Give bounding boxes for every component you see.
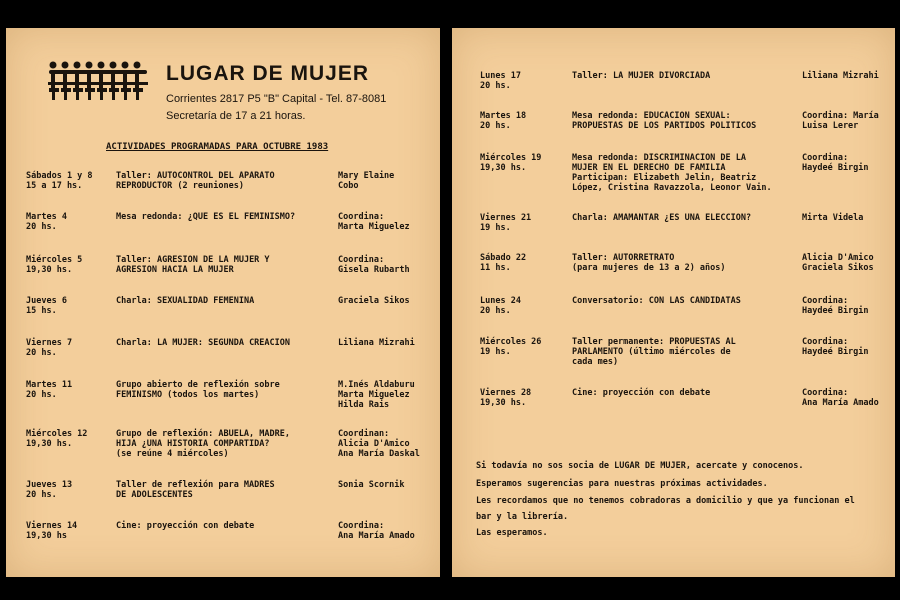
- activity-date-line: Viernes 7: [26, 338, 73, 348]
- activity-date-line: Miércoles 19: [480, 153, 542, 163]
- activity-description: [572, 71, 792, 81]
- activity-leader-line: Coordina:: [338, 212, 385, 222]
- activity-title-line: [116, 265, 331, 275]
- activity-description: [572, 337, 792, 367]
- activity-title-line: [572, 347, 792, 357]
- activity-date-line: 19,30 hs.: [480, 398, 527, 408]
- activity-date: [480, 388, 572, 408]
- activity-title-line: [116, 439, 331, 449]
- activity-type: Taller:: [572, 71, 613, 81]
- activity-date-line: 15 a 17 hs.: [26, 181, 83, 191]
- activity-title-line: [572, 163, 792, 173]
- activity-leader: [338, 171, 448, 191]
- activity-date: [480, 213, 572, 233]
- activity-date: [26, 480, 118, 500]
- activity-date-line: Miércoles 26: [480, 337, 542, 347]
- activity-title-line: [116, 212, 331, 222]
- activity-title-text: (se reúne 4 miércoles): [116, 449, 229, 459]
- activity-title-text: MUJER EN EL DERECHO DE FAMILIA: [572, 163, 726, 173]
- activity-date-line: Martes 18: [480, 111, 527, 121]
- activity-date-line: 20 hs.: [26, 390, 57, 400]
- activity-date-line: 20 hs.: [480, 121, 511, 131]
- activity-title-text: AUTOCONTROL DEL APARATO: [156, 171, 275, 181]
- activity-leader-line: Liliana Mizrahi: [338, 338, 415, 348]
- activity-title-text: REPRODUCTOR (2 reuniones): [116, 181, 244, 191]
- activity-description: [572, 296, 792, 306]
- activity-date: [480, 296, 572, 316]
- activity-description: [116, 429, 331, 459]
- closing-line: bar y la librería.: [476, 512, 569, 522]
- activity-date-line: Martes 11: [26, 380, 73, 390]
- activity-date: [480, 337, 572, 357]
- activity-date-line: 19,30 hs: [26, 531, 67, 541]
- activity-leader-line: Gisela Rubarth: [338, 265, 410, 275]
- activity-leader: [338, 380, 448, 410]
- activity-leader-line: Graciela Sikos: [802, 263, 874, 273]
- flyer-header: [46, 52, 436, 142]
- org-address: Corrientes 2817 P5 "B" Capital - Tel. 87-8081: [166, 93, 387, 105]
- activity-leader-line: Haydeé Birgin: [802, 306, 869, 316]
- activity-leader-line: Coordina:: [338, 255, 385, 265]
- activity-leader-line: Coordinan:: [338, 429, 390, 439]
- activity-title-text: PROPUESTAS AL: [669, 337, 736, 347]
- activity-date: [480, 153, 572, 173]
- activity-title-line: [116, 338, 331, 348]
- activity-description: [572, 388, 792, 398]
- activity-type: Taller:: [572, 253, 613, 263]
- activity-date-line: Miércoles 5: [26, 255, 83, 265]
- activity-date: [480, 111, 572, 131]
- activity-leader: [338, 338, 448, 348]
- activity-leader: [338, 521, 448, 541]
- activity-title-line: [572, 296, 792, 306]
- activity-title-text: PARLAMENTO (último miércoles de: [572, 347, 731, 357]
- activity-date-line: Miércoles 12: [26, 429, 88, 439]
- activity-description: [572, 213, 792, 223]
- activity-title-line: [572, 121, 792, 131]
- activity-leader-line: Coordina:: [802, 337, 849, 347]
- activity-title-text: LA MUJER DIVORCIADA: [612, 71, 711, 81]
- activity-leader-line: Ana María Daskal: [338, 449, 420, 459]
- activity-leader-line: Coordina:: [802, 388, 849, 398]
- activity-type: Charla:: [116, 338, 157, 348]
- activity-date: [26, 212, 118, 232]
- activity-date-line: Jueves 6: [26, 296, 67, 306]
- activity-leader-line: Alicia D'Amico: [802, 253, 874, 263]
- activity-leader: [338, 255, 448, 275]
- activity-leader: [802, 253, 898, 273]
- activity-title-line: [572, 183, 792, 193]
- activity-title-text: FEMINISMO (todos los martes): [116, 390, 260, 400]
- activity-title-line: [572, 263, 792, 273]
- closing-line: Las esperamos.: [476, 528, 548, 538]
- activity-leader-line: Graciela Sikos: [338, 296, 410, 306]
- activity-leader: [802, 213, 898, 223]
- activity-description: [116, 380, 331, 400]
- activity-title-line: [116, 449, 331, 459]
- activity-leader: [802, 71, 898, 81]
- activity-date-line: 15 hs.: [26, 306, 57, 316]
- activity-title-text: AMAMANTAR ¿ES UNA ELECCION?: [612, 213, 752, 223]
- activity-date-line: 20 hs.: [26, 222, 57, 232]
- activity-type: Cine:: [116, 521, 147, 531]
- activity-date-line: Viernes 14: [26, 521, 78, 531]
- activity-date: [26, 338, 118, 358]
- activity-date: [26, 171, 118, 191]
- activity-leader: [802, 153, 898, 173]
- activity-title-line: [116, 390, 331, 400]
- activity-leader: [802, 337, 898, 357]
- activity-type: Mesa redonda:: [116, 212, 188, 222]
- flyer-page-left: [6, 28, 440, 577]
- activity-description: [116, 296, 331, 306]
- closing-line: Si todavía no sos socia de LUGAR DE MUJER, acercate y conocenos.: [476, 461, 804, 471]
- activity-title-text: cada mes): [572, 357, 619, 367]
- activity-description: [116, 212, 331, 222]
- activity-title-line: [572, 153, 792, 163]
- activity-type: Charla:: [572, 213, 613, 223]
- activity-leader: [338, 296, 448, 306]
- activity-title-line: [572, 337, 792, 347]
- activity-title-line: [572, 357, 792, 367]
- activity-title-text: AGRESION HACIA LA MUJER: [116, 265, 234, 275]
- activity-title-text: PROPUESTAS DE LOS PARTIDOS POLITICOS: [572, 121, 757, 131]
- activity-title-text: López, Cristina Ravazzola, Leonor Vain.: [572, 183, 772, 193]
- activity-title-line: [116, 380, 331, 390]
- closing-line: Les recordamos que no tenemos cobradoras a domicilio y que ya funcionan el: [476, 496, 855, 506]
- activity-leader-line: M.Inés Aldaburu: [338, 380, 415, 390]
- activity-title-text: DISCRIMINACION DE LA: [643, 153, 747, 163]
- activity-leader-line: Marta Miguelez: [338, 390, 410, 400]
- activity-title-line: [572, 253, 792, 263]
- activity-title-text: Grupo abierto de reflexión sobre: [116, 380, 280, 390]
- activity-title-line: [116, 171, 331, 181]
- activity-date: [26, 429, 118, 449]
- activity-title-text: SEXUALIDAD FEMENINA: [156, 296, 255, 306]
- activity-title-text: (para mujeres de 13 a 2) años): [572, 263, 726, 273]
- activity-title-line: [572, 71, 792, 81]
- activity-date-line: Sábados 1 y 8: [26, 171, 93, 181]
- activity-leader-line: Hilda Rais: [338, 400, 390, 410]
- women-figures-logo-icon: [46, 60, 150, 102]
- activity-title-text: AGRESION DE LA MUJER Y: [156, 255, 270, 265]
- activity-date-line: 19,30 hs.: [480, 163, 527, 173]
- activity-type: Cine:: [572, 388, 603, 398]
- activity-leader: [338, 429, 448, 459]
- activity-date: [26, 521, 118, 541]
- activity-leader-line: Cobo: [338, 181, 359, 191]
- activity-leader: [802, 296, 898, 316]
- activity-title-text: proyección con debate: [146, 521, 255, 531]
- activity-title-text: CON LAS CANDIDATAS: [648, 296, 741, 306]
- activity-type: Taller:: [116, 171, 157, 181]
- activity-leader: [802, 111, 898, 131]
- activity-title-text: LA MUJER: SEGUNDA CREACION: [156, 338, 291, 348]
- activity-type: Taller:: [116, 255, 157, 265]
- activity-title-line: [116, 521, 331, 531]
- activity-title-text: ¿QUE ES EL FEMINISMO?: [187, 212, 296, 222]
- activity-date-line: 20 hs.: [480, 306, 511, 316]
- activity-date-line: 19,30 hs.: [26, 265, 73, 275]
- activity-date-line: Lunes 24: [480, 296, 521, 306]
- activity-type: Mesa redonda:: [572, 111, 644, 121]
- activity-leader-line: Ana María Amado: [802, 398, 879, 408]
- activity-date-line: 20 hs.: [480, 81, 511, 91]
- activity-date: [26, 296, 118, 316]
- activity-date-line: Martes 4: [26, 212, 67, 222]
- activity-description: [572, 111, 792, 131]
- activity-leader: [802, 388, 898, 408]
- activity-leader-line: Luisa Lerer: [802, 121, 859, 131]
- activity-description: [572, 153, 792, 193]
- activity-date-line: 19,30 hs.: [26, 439, 73, 449]
- activity-leader-line: Coordina:: [802, 153, 849, 163]
- activity-date-line: Viernes 21: [480, 213, 532, 223]
- activity-date-line: 20 hs.: [26, 348, 57, 358]
- activity-leader: [338, 212, 448, 232]
- activity-leader-line: Alicia D'Amico: [338, 439, 410, 449]
- activity-description: [116, 521, 331, 531]
- activity-date-line: Jueves 13: [26, 480, 73, 490]
- activity-date: [26, 255, 118, 275]
- activity-title-line: [116, 429, 331, 439]
- activity-title-text: Grupo de reflexión: ABUELA, MADRE,: [116, 429, 290, 439]
- activity-description: [116, 171, 331, 191]
- activity-title-line: [116, 296, 331, 306]
- activity-type: Mesa redonda:: [572, 153, 644, 163]
- activity-title-line: [572, 173, 792, 183]
- activity-description: [116, 255, 331, 275]
- activity-leader-line: Coordina: María: [802, 111, 879, 121]
- activity-description: [116, 338, 331, 348]
- activity-leader-line: Haydeé Birgin: [802, 163, 869, 173]
- activity-title-line: [572, 388, 792, 398]
- activity-leader-line: Sonia Scornik: [338, 480, 405, 490]
- activity-date-line: Viernes 28: [480, 388, 532, 398]
- activity-date-line: Lunes 17: [480, 71, 521, 81]
- activity-title-line: [572, 111, 792, 121]
- activity-title-line: [116, 255, 331, 265]
- activity-title-text: Taller de reflexión para MADRES: [116, 480, 275, 490]
- activity-description: [116, 480, 331, 500]
- activity-description: [572, 253, 792, 273]
- activity-date-line: 19 hs.: [480, 223, 511, 233]
- activity-title-line: [116, 490, 331, 500]
- activity-date-line: Sábado 22: [480, 253, 527, 263]
- activity-type: Taller permanente:: [572, 337, 670, 347]
- activity-date: [480, 71, 572, 91]
- activity-leader-line: Ana María Amado: [338, 531, 415, 541]
- activity-leader: [338, 480, 448, 490]
- activity-leader-line: Coordina:: [338, 521, 385, 531]
- activity-leader-line: Liliana Mizrahi: [802, 71, 879, 81]
- activity-type: Conversatorio:: [572, 296, 649, 306]
- flyer-page-right: [452, 28, 895, 577]
- activity-title-line: [572, 213, 792, 223]
- activity-leader-line: Marta Miguelez: [338, 222, 410, 232]
- activity-date-line: 20 hs.: [26, 490, 57, 500]
- activity-title-text: proyección con debate: [602, 388, 711, 398]
- activity-title-text: EDUCACION SEXUAL:: [643, 111, 731, 121]
- org-name: LUGAR DE MUJER: [166, 62, 370, 85]
- activity-title-line: [116, 181, 331, 191]
- activity-title-text: HIJA ¿UNA HISTORIA COMPARTIDA?: [116, 439, 270, 449]
- activity-type: Charla:: [116, 296, 157, 306]
- activity-leader-line: Haydeé Birgin: [802, 347, 869, 357]
- closing-line: Esperamos sugerencias para nuestras próximas actividades.: [476, 479, 768, 489]
- activity-leader-line: Mirta Videla: [802, 213, 864, 223]
- activity-title-line: [116, 480, 331, 490]
- activity-title-text: AUTORRETRATO: [612, 253, 675, 263]
- activity-leader-line: Mary Elaine: [338, 171, 395, 181]
- office-hours: Secretaría de 17 a 21 horas.: [166, 110, 306, 122]
- activity-title-text: Participan: Elizabeth Jelin, Beatriz: [572, 173, 757, 183]
- activity-date-line: 11 hs.: [480, 263, 511, 273]
- activity-leader-line: Coordina:: [802, 296, 849, 306]
- activity-date: [26, 380, 118, 400]
- activity-date-line: 19 hs.: [480, 347, 511, 357]
- program-title: ACTIVIDADES PROGRAMADAS PARA OCTUBRE 1983: [106, 142, 329, 152]
- activity-title-text: DE ADOLESCENTES: [116, 490, 193, 500]
- activity-date: [480, 253, 572, 273]
